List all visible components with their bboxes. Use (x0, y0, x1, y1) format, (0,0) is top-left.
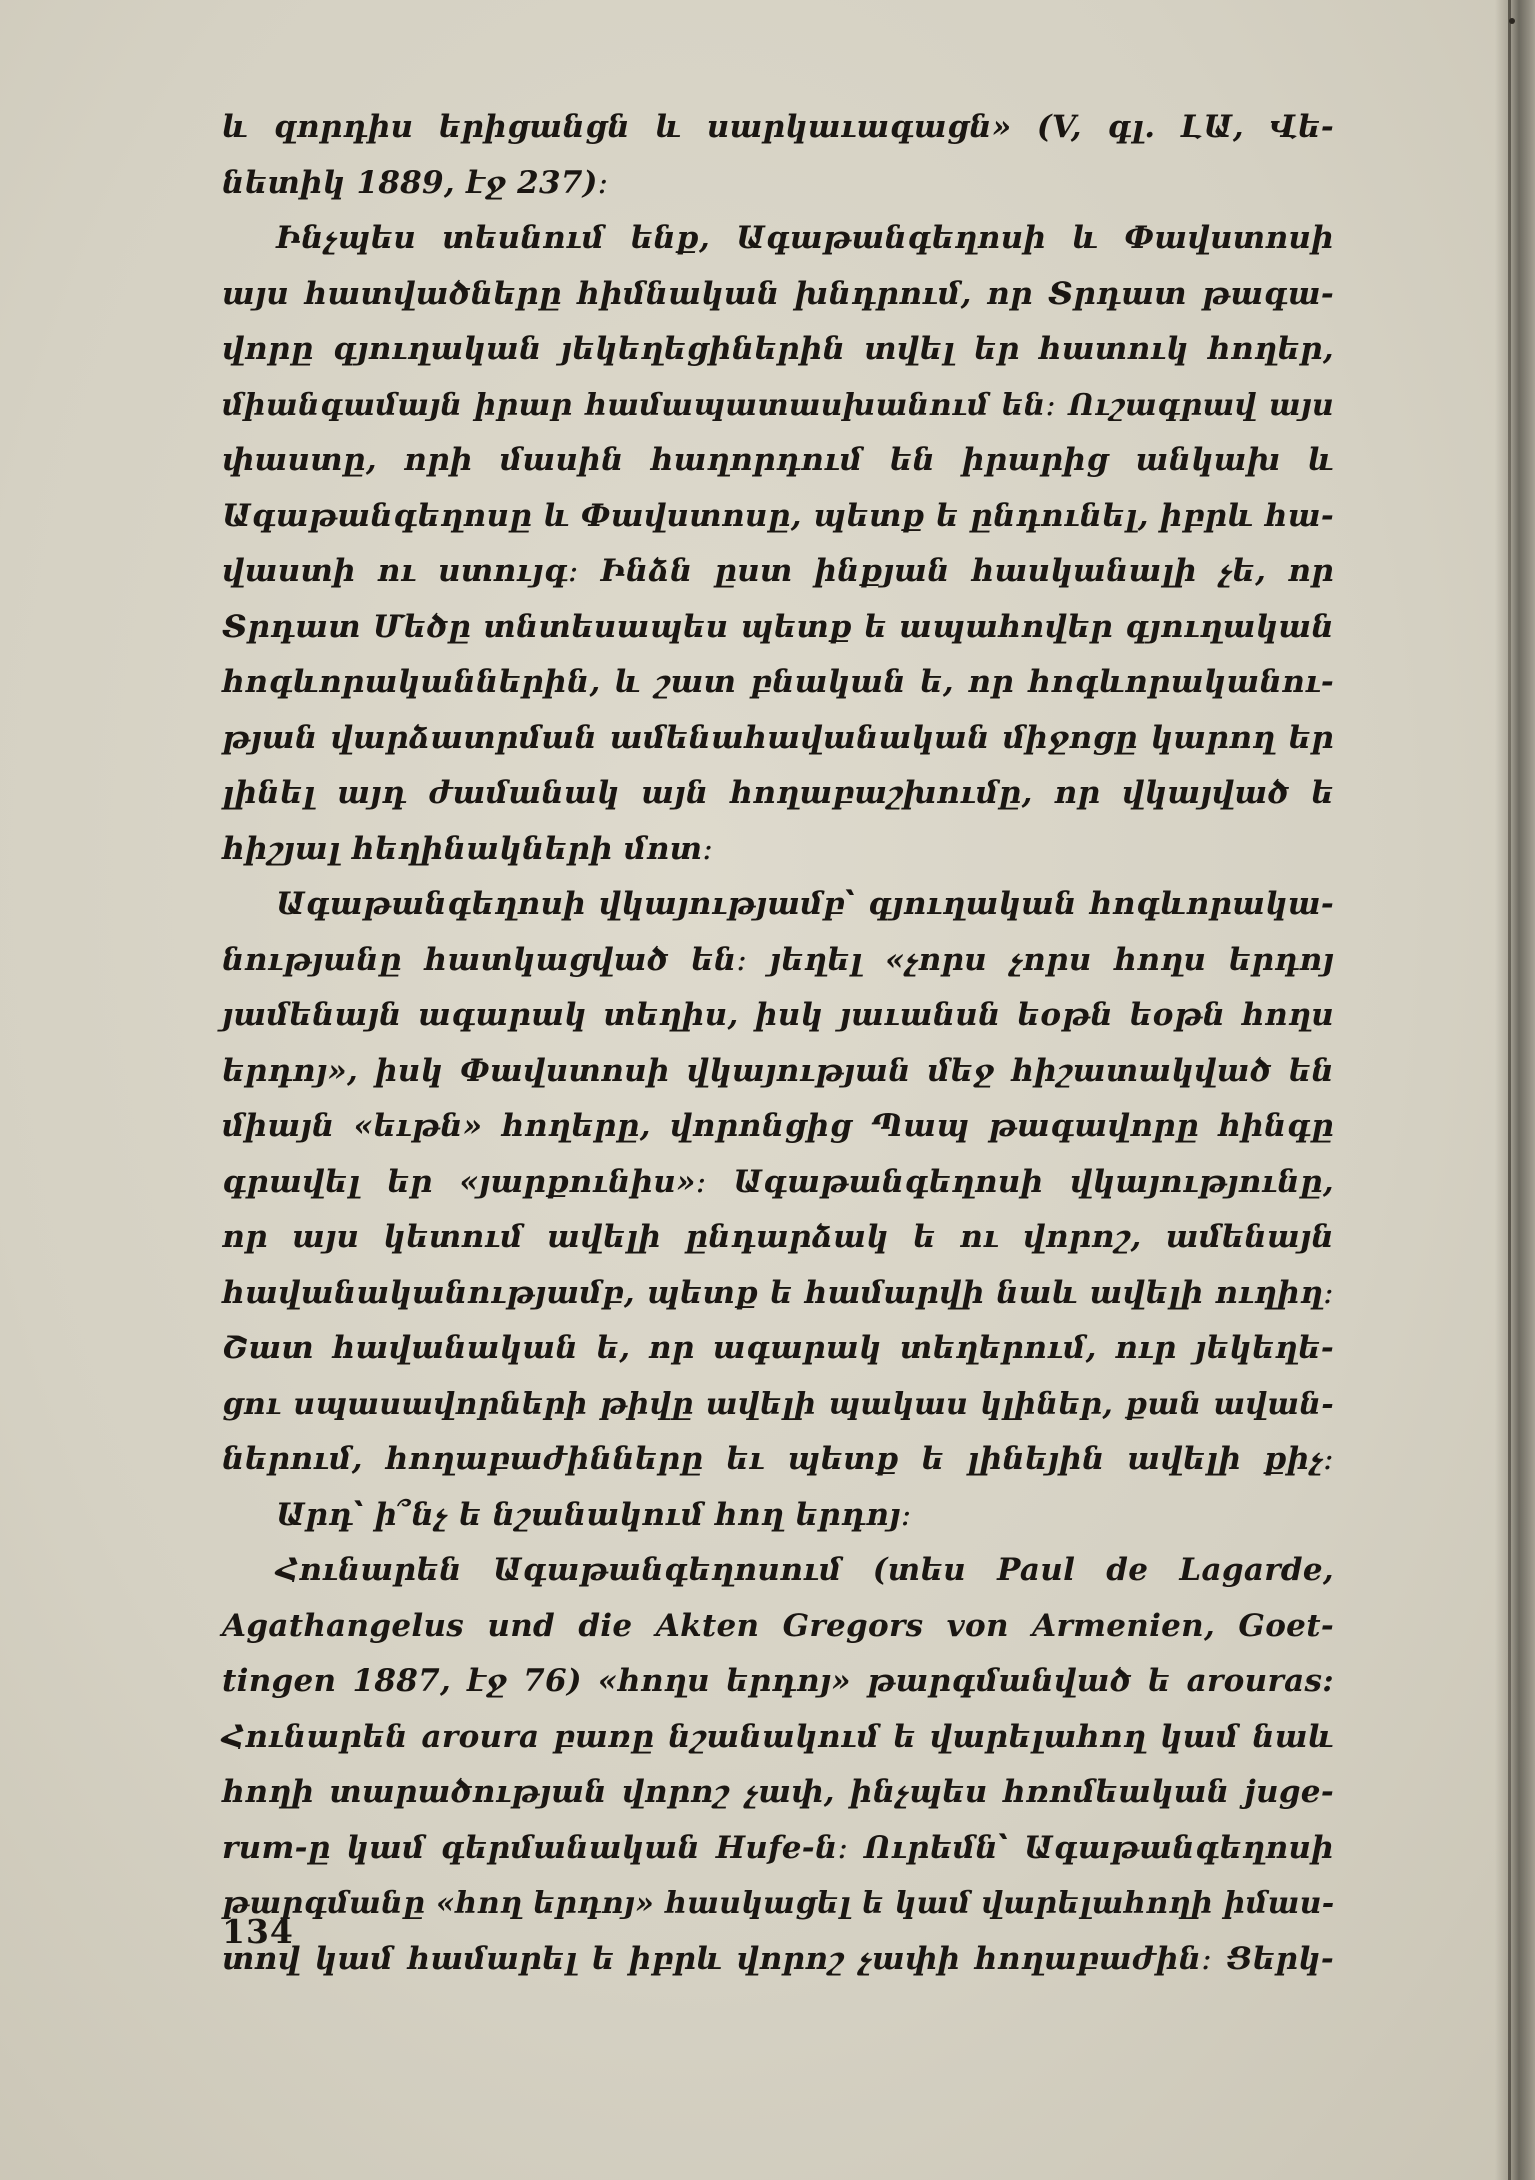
text-line: հոգևորականներին, և շատ բնական ե, որ հոգևորականու- (222, 664, 1334, 700)
text-line: tingen 1887, էջ 76) «հողս երդոյ» թարգմանված ե arouras: (222, 1663, 1334, 1699)
text-line: փաստը, որի մասին հաղորդում են իրարից անկախ և (222, 442, 1334, 478)
text-line: Ագաթանգեղոսը և Փավստոսը, պետք ե ընդունել, իբրև հա- (222, 497, 1334, 534)
book-spine-edge (1508, 0, 1511, 2180)
text-line: թյան վարձատրման ամենահավանական միջոցը կարող եր (222, 719, 1334, 756)
body-text (222, 100, 1334, 1987)
text-line: թարգմանը «հող երդոյ» հասկացել ե կամ վարելահողի իմաս- (222, 1886, 1335, 1921)
text-line: վորը գյուղական յեկեղեցիներին տվել եր հատուկ հողեր, (222, 331, 1334, 367)
text-line: միայն «եւթն» հողերը, վորոնցից Պապ թագավորը հինգը (222, 1108, 1334, 1144)
text-line: հիշյալ հեղինակների մոտ։ (222, 830, 714, 867)
text-line: յամենայն ագարակ տեղիս, իսկ յաւանսն եօթն եօթն հողս (222, 997, 1334, 1033)
text-line: երդոյ», իսկ Փավստոսի վկայության մեջ հիշատակված են (222, 1052, 1334, 1089)
book-gutter-shadow (1495, 0, 1535, 2180)
text-line: Ագաթանգեղոսի վկայությամբ՝ գյուղական հոգևորակա- (276, 886, 1334, 922)
text-line: միանգամայն իրար համապատասխանում են։ Ուշագրավ այս (222, 387, 1334, 423)
paper-speck (1509, 18, 1515, 24)
text-line: Agathangelus und die Akten Gregors von Armenien, Goet- (222, 1607, 1334, 1644)
text-line: տով կամ համարել ե իբրև վորոշ չափի հողաբաժին։ Ցերկ- (222, 1940, 1334, 1977)
text-line: նետիկ 1889, էջ 237)։ (222, 164, 609, 201)
text-line: հավանականությամբ, պետք ե համարվի նաև ավելի ուղիղ։ (222, 1274, 1334, 1311)
text-line: այս հատվածները հիմնական խնդրում, որ Տրդատ թագա- (222, 275, 1334, 312)
text-line: լինել այդ ժամանակ այն հողաբաշխումը, որ վկայված ե (222, 775, 1334, 811)
text-line: Շատ հավանական ե, որ ագարակ տեղերում, ուր յեկեղե- (222, 1330, 1334, 1366)
text-line: գրավել եր «յարքունիս»։ Ագաթանգեղոսի վկայությունը, (222, 1163, 1334, 1200)
text-line: Հունարեն Ագաթանգեղոսում (տես Paul de Lagarde, (276, 1552, 1334, 1588)
text-line: Արդ՝ ի՞նչ ե նշանակում հող երդոյ։ (276, 1496, 912, 1533)
text-line: ցու սպասավորների թիվը ավելի պակաս կլիներ, քան ավան- (222, 1386, 1334, 1422)
text-line: rum-ը կամ գերմանական Hufe-ն։ Ուրեմն՝ Ագաթանգեղոսի (222, 1829, 1334, 1866)
page-number: 134 (222, 1912, 294, 1951)
text-line: Հունարեն aroura բառը նշանակում ե վարելահող կամ նաև (222, 1718, 1334, 1755)
text-line: որ այս կետում ավելի ընդարձակ ե ու վորոշ, ամենայն (222, 1219, 1334, 1255)
text-line: նությանը հատկացված են։ յեղել «չորս չորս հողս երդոյ (222, 941, 1334, 978)
text-line: հողի տարածության վորոշ չափ, ինչպես հռոմեական juge- (222, 1774, 1334, 1810)
text-line: և զորդիս երիցանցն և սարկաւագացն» (V, գլ. ԼԱ, Վե- (222, 109, 1334, 145)
text-line: ներում, հողաբաժինները եւ պետք ե լինեյին ավելի քիչ։ (222, 1441, 1334, 1477)
text-line: Ինչպես տեսնում ենք, Ագաթանգեղոսի և Փավստոսի (276, 220, 1334, 256)
text-line: վաստի ու ստույգ։ Ինձն ըստ ինքյան հասկանալի չե, որ (222, 553, 1334, 589)
text-line: Տրդատ Մեծը տնտեսապես պետք ե ապահովեր գյուղական (222, 608, 1334, 645)
